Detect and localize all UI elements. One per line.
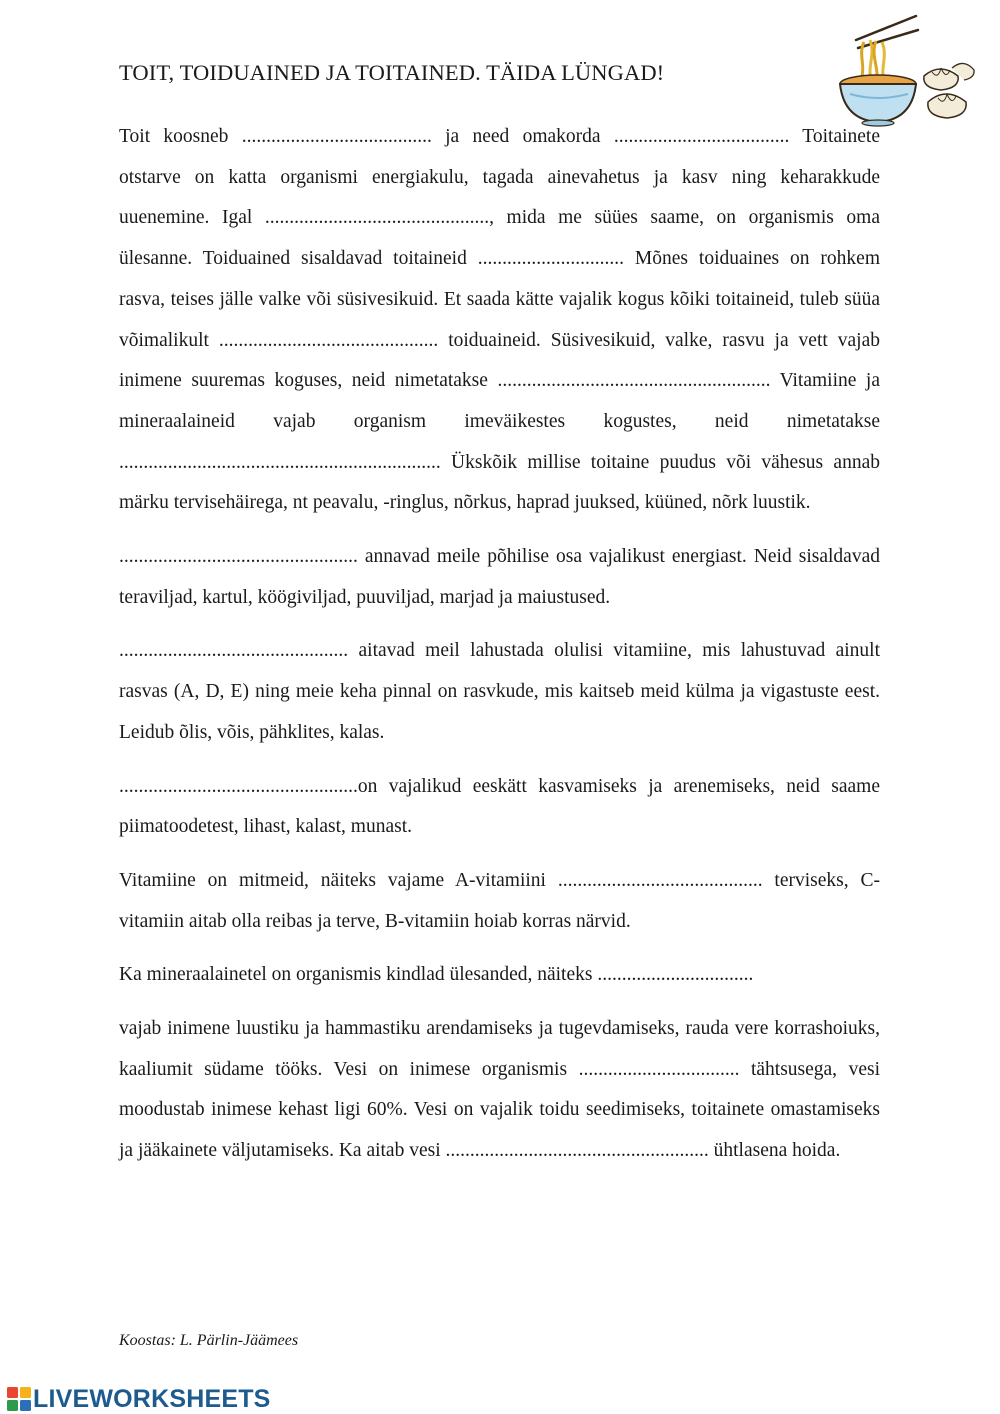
paragraph-intro: Toit koosneb ....................................... ja need omakorda .................................... Toitainete otstarve on katta organismi energiakulu, tagada ainevahetus ja kasv ning keharakkude uuenemine. Igal .............................................., mida me süües saame, on organismis oma ülesanne. Toiduained sisaldavad toitaineid .............................. Mõnes toiduaines on rohkem rasva, teises jälle valke või süsivesikuid. Et saada kätte vajalik kogus kõiki toitaineid, tuleb süüa võimalikult ............................................. toiduaineid. Süsivesikuid, valke, rasvu ja vett vajab inimene suuremas koguses, neid nimetatakse ........................................................ Vitamiine ja mineraalaineid vajab organism imeväikestes kogustes, neid nimetatakse .................................................................. Ükskõik millise toitaine puudus või vähesus annab märku tervisehäirega, nt peavalu, -ringlus, nõrkus, haprad juuksed, küüned, nõrk luustik.: [119, 126, 880, 514]
paragraph-fats: ............................................... aitavad meil lahustada olulisi vitamiine, mis lahustuvad ainult rasvas (A, D, E) ning meie keha pinnal on rasvkude, mis kaitseb meid külma ja vigastuste eest. Leidub õlis, võis, pähklites, kalas.: [119, 640, 880, 743]
paragraph-proteins: .................................................on vajalikud eeskätt kasvamiseks ja arenemiseks, neid saame piimatoodetest, lihast, kalast, munast.: [119, 775, 880, 838]
worksheet-text: [119, 117, 880, 1172]
liveworksheets-logo: [6, 1384, 271, 1414]
paragraph-minerals: Ka mineraalainetel on organismis kindlad ülesanded, näiteks ................................: [119, 964, 754, 986]
page-title: TOIT, TOIDUAINED JA TOITAINED. TÄIDA LÜNGAD!: [119, 60, 665, 85]
paragraph-vitamins: Vitamiine on mitmeid, näiteks vajame A-vitamiini .......................................... terviseks, C-vitamiin aitab olla reibas ja terve, B-vitamiin hoiab korras närvid.: [119, 869, 880, 932]
liveworksheets-logo-icon: [6, 1386, 32, 1412]
paragraph-water: vajab inimene luustiku ja hammastiku arendamiseks ja tugevdamiseks, rauda vere korrashoiuks, kaaliumit südame tööks. Vesi on inimese organismis ................................. tähtsusega, vesi moodustab inimese kehast ligi 60%. Vesi on vajalik toidu seedimiseks, toitainete omastamiseks ja jääkainete väljutamiseks. Ka aitab vesi ...................................................... ühtlasena hoida.: [119, 1018, 880, 1162]
paragraph-carbohydrates: ................................................. annavad meile põhilise osa vajalikust energiast. Neid sisaldavad teraviljad, kartul, köögiviljad, puuviljad, marjad ja maiustused.: [119, 546, 880, 608]
logo-text: LIVEWORKSHEETS: [33, 1384, 271, 1413]
author-credit: Koostas: L. Pärlin-Jäämees: [119, 1332, 299, 1349]
